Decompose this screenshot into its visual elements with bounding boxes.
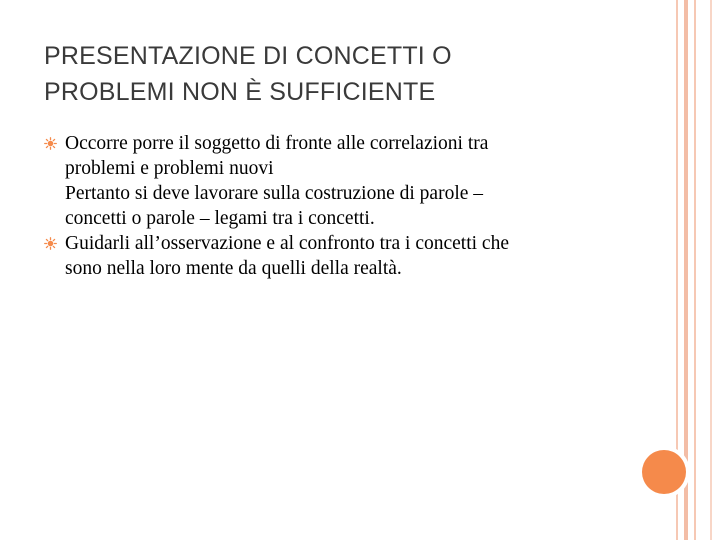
sun-bullet-icon [44,237,57,250]
bullet-text-line: problemi e problemi nuovi [65,158,274,179]
decor-line [694,0,696,540]
slide-title-line: PROBLEMI NON È SUFFICIENTE [44,78,436,106]
bullet-item [44,231,624,281]
slide-title [44,38,644,110]
sun-bullet-icon [44,137,57,150]
decor-circle [638,446,690,498]
bullet-list [44,131,624,281]
bullet-text-line: Pertanto si deve lavorare sulla costruzione di parole – [65,183,484,204]
bullet-text-line: Guidarli all’osservazione e al confronto tra i concetti che [65,233,509,254]
bullet-text-line: sono nella loro mente da quelli della realtà. [65,258,402,279]
bullet-text-line: Occorre porre il soggetto di fronte alle correlazioni tra [65,133,489,154]
bullet-item [44,131,624,231]
bullet-text-line: concetti o parole – legami tra i concetti. [65,208,375,229]
decor-circle-fill [642,450,686,494]
decor-line [710,0,712,540]
slide-title-line: PRESENTAZIONE DI CONCETTI O [44,42,452,70]
